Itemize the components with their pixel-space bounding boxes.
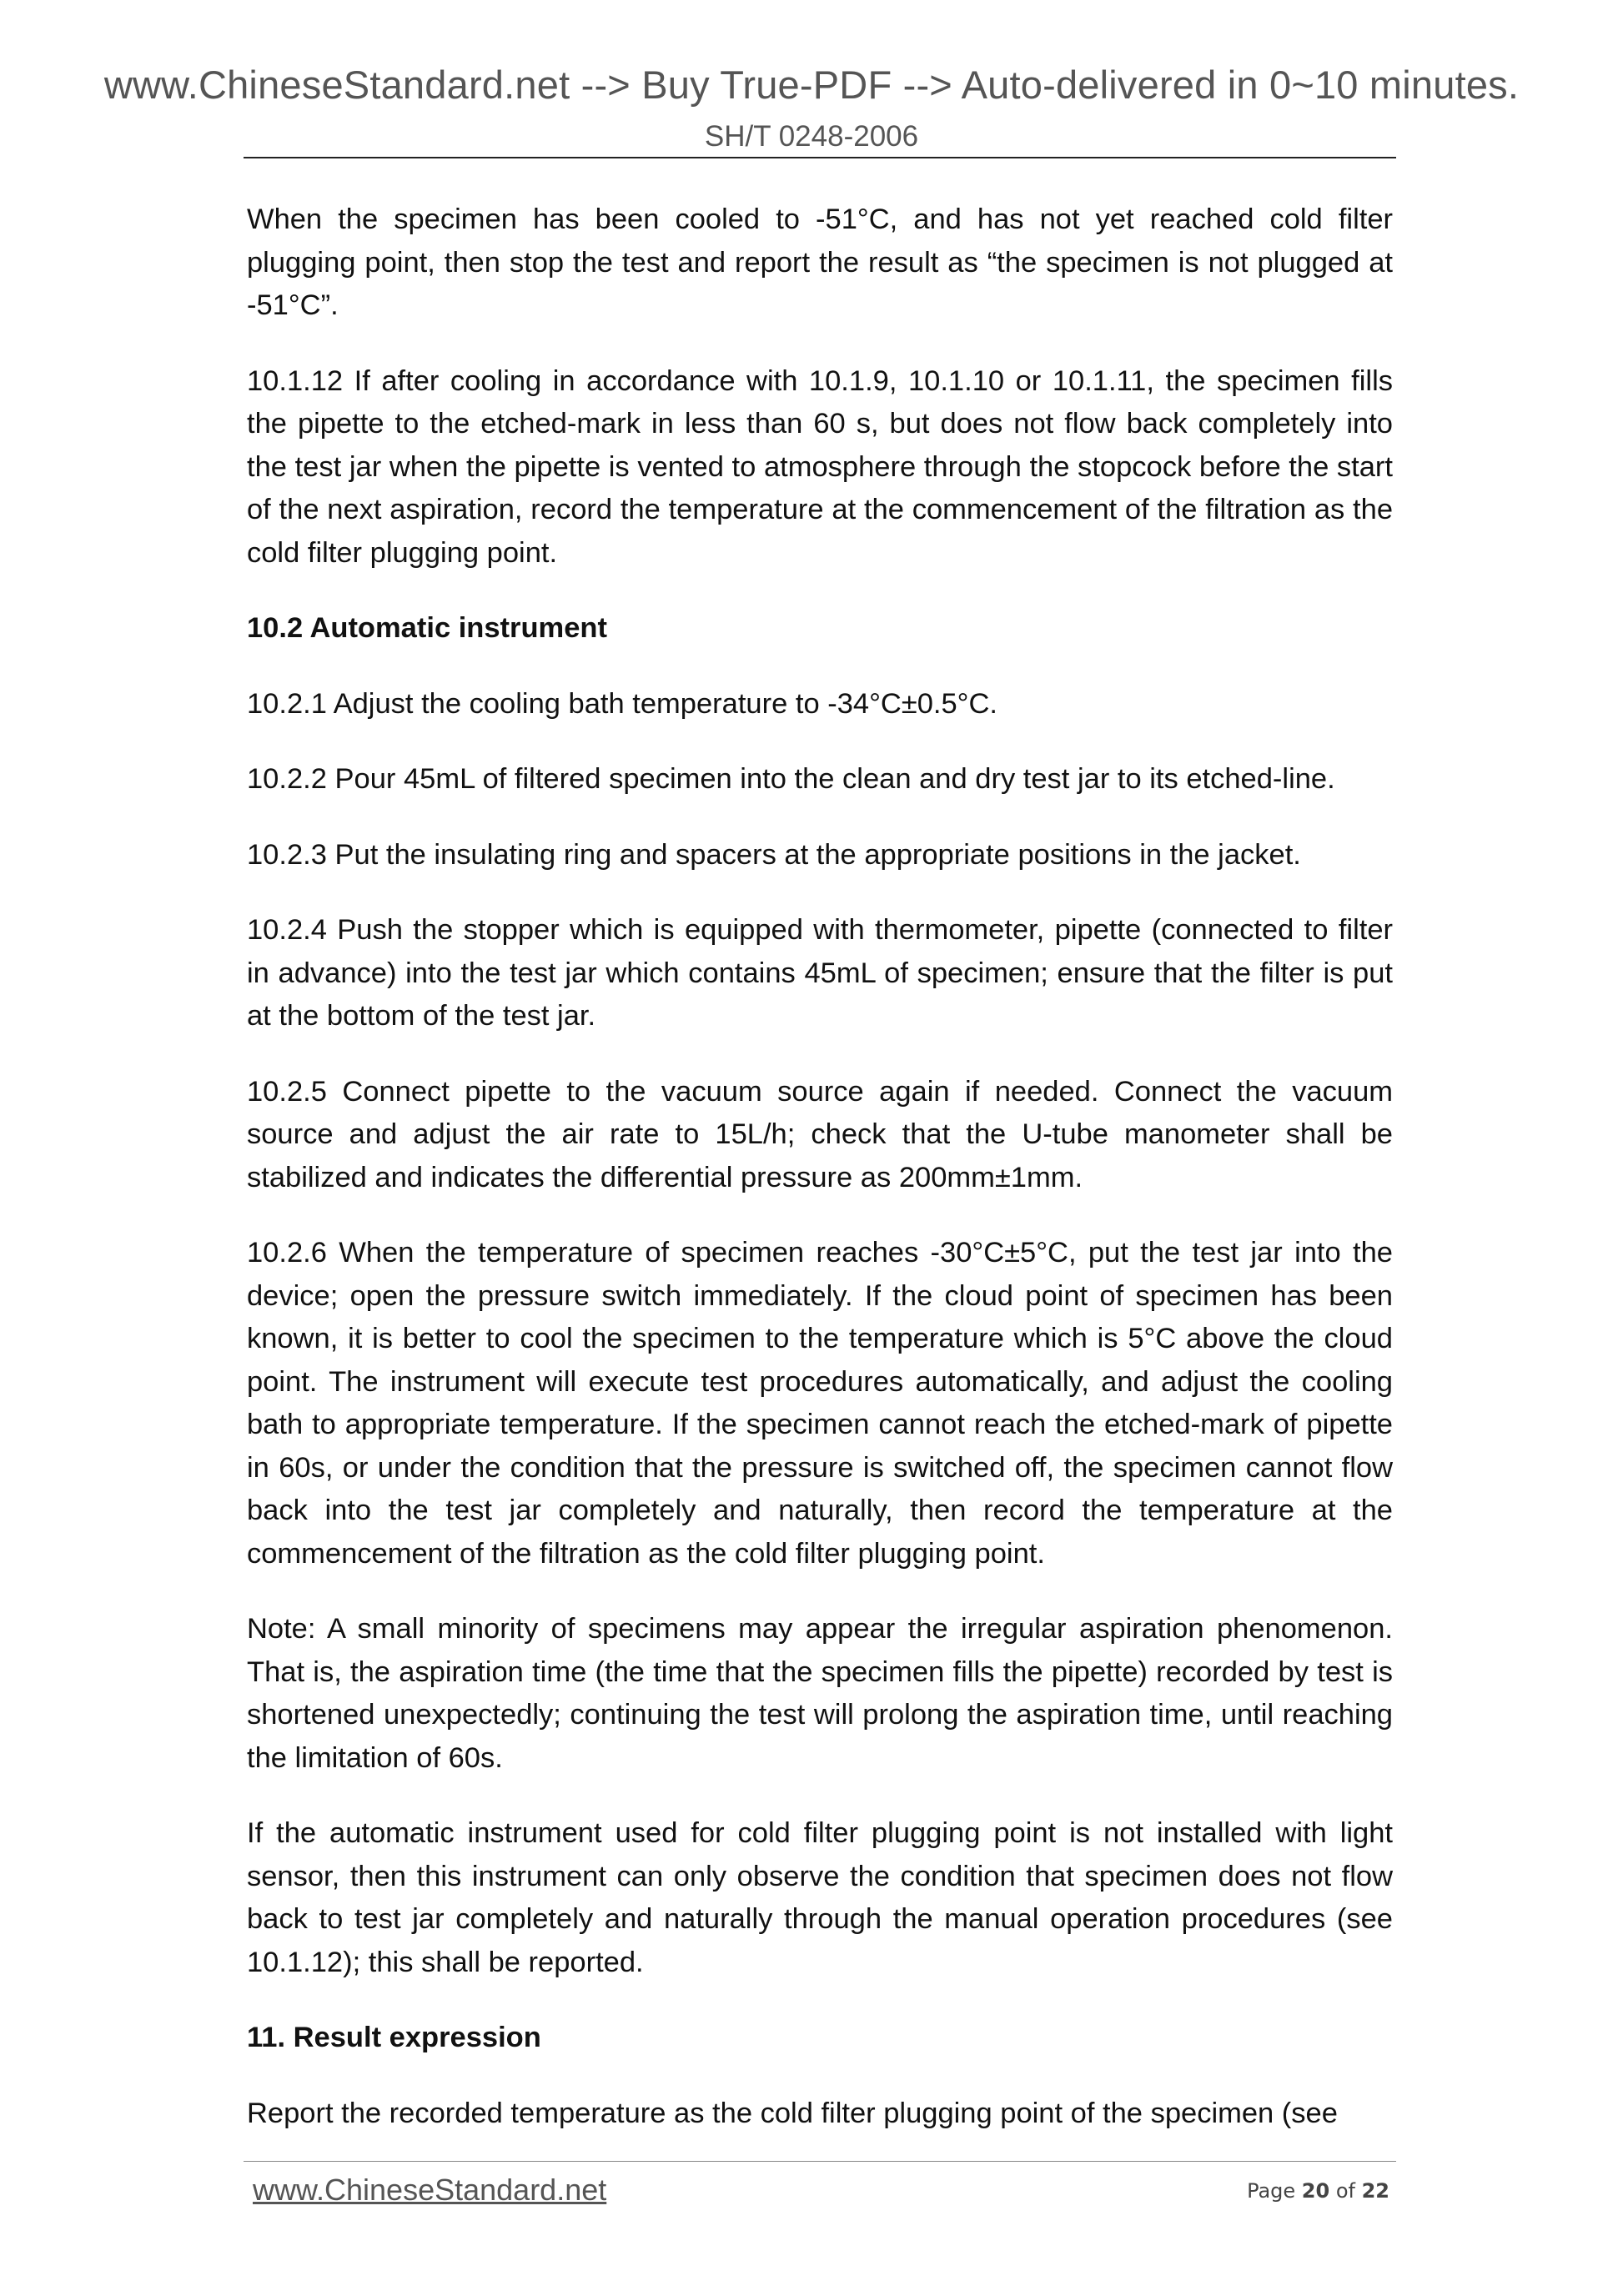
paragraph-cooled-to-minus-51: When the specimen has been cooled to -51°C, and has not yet reached cold filter plugging point, then stop the test and report the result as “the specimen is not plugged at -51°C”. — [247, 203, 1393, 321]
header-divider — [244, 157, 1396, 158]
paragraph-10-2-5: 10.2.5 Connect pipette to the vacuum source again if needed. Connect the vacuum source and adjust the air rate to 15L/h; check that the U-tube manometer shall be stabilized and indicates the differential pressure as 200mm±1mm. — [247, 1075, 1393, 1193]
paragraph-10-1-12: 10.1.12 If after cooling in accordance with 10.1.9, 10.1.10 or 10.1.11, the specimen fills the pipette to the etched-mark in less than 60 s, but does not flow back completely into the test jar when the pipette is vented to atmosphere through the stopcock before the start of the next aspiration, record the temperature at the commencement of the filtration as the cold filter plugging point. — [247, 364, 1393, 569]
paragraph-10-2-4: 10.2.4 Push the stopper which is equipped with thermometer, pipette (connected to filter in advance) into the test jar which contains 45mL of specimen; ensure that the filter is put at the bottom of the test jar. — [247, 914, 1393, 1032]
page-total: 22 — [1361, 2179, 1389, 2203]
page-number — [1246, 2179, 1389, 2203]
footer-website-link[interactable]: www.ChineseStandard.net — [253, 2173, 607, 2207]
paragraph-11-result: Report the recorded temperature as the cold filter plugging point of the specimen (see — [247, 2097, 1338, 2129]
paragraph-10-2-3: 10.2.3 Put the insulating ring and spacers at the appropriate positions in the jacket. — [247, 838, 1301, 871]
page-content — [247, 198, 1393, 2168]
paragraph-10-2-2: 10.2.2 Pour 45mL of filtered specimen into the clean and dry test jar to its etched-line. — [247, 763, 1335, 795]
paragraph-10-2-6: 10.2.6 When the temperature of specimen reaches -30°C±5°C, put the test jar into the device; open the pressure switch immediately. If the cloud point of specimen has been known, it is better to cool the specimen to the temperature which is 5°C above the cloud point. The instrument will execute test procedures automatically, and adjust the cooling bath to appropriate temperature. If the specimen cannot reach the etched-mark of pipette in 60s, or under the condition that the pressure is switched off, the specimen cannot flow back into the test jar completely and naturally, then record the temperature at the commencement of the filtration as the cold filter plugging point. — [247, 1237, 1393, 1570]
paragraph-light-sensor: If the automatic instrument used for cold filter plugging point is not installed with light sensor, then this instrument can only observe the condition that specimen does not flow back to test jar completely and naturally through the manual operation procedures (see 10.1.12); this shall be reported. — [247, 1817, 1393, 1978]
section-heading-10-2: 10.2 Automatic instrument — [247, 612, 607, 644]
page-prefix: Page — [1247, 2179, 1302, 2203]
footer-divider — [244, 2161, 1396, 2162]
section-heading-11: 11. Result expression — [247, 2022, 541, 2053]
page-of: of — [1329, 2179, 1362, 2203]
header-banner: www.ChineseStandard.net --> Buy True-PDF --> Auto-delivered in 0~10 minutes. — [103, 63, 1520, 107]
page-current: 20 — [1301, 2179, 1330, 2203]
paragraph-10-2-1: 10.2.1 Adjust the cooling bath temperature to -34°C±0.5°C. — [247, 687, 997, 720]
note-paragraph: Note: A small minority of specimens may appear the irregular aspiration phenomenon. That is, the aspiration time (the time that the specimen fills the pipette) recorded by test is shortened unexpectedly; continuing the test will prolong the aspiration time, until reaching the limitation of 60s. — [247, 1613, 1393, 1774]
standard-code: SH/T 0248-2006 — [704, 120, 919, 153]
